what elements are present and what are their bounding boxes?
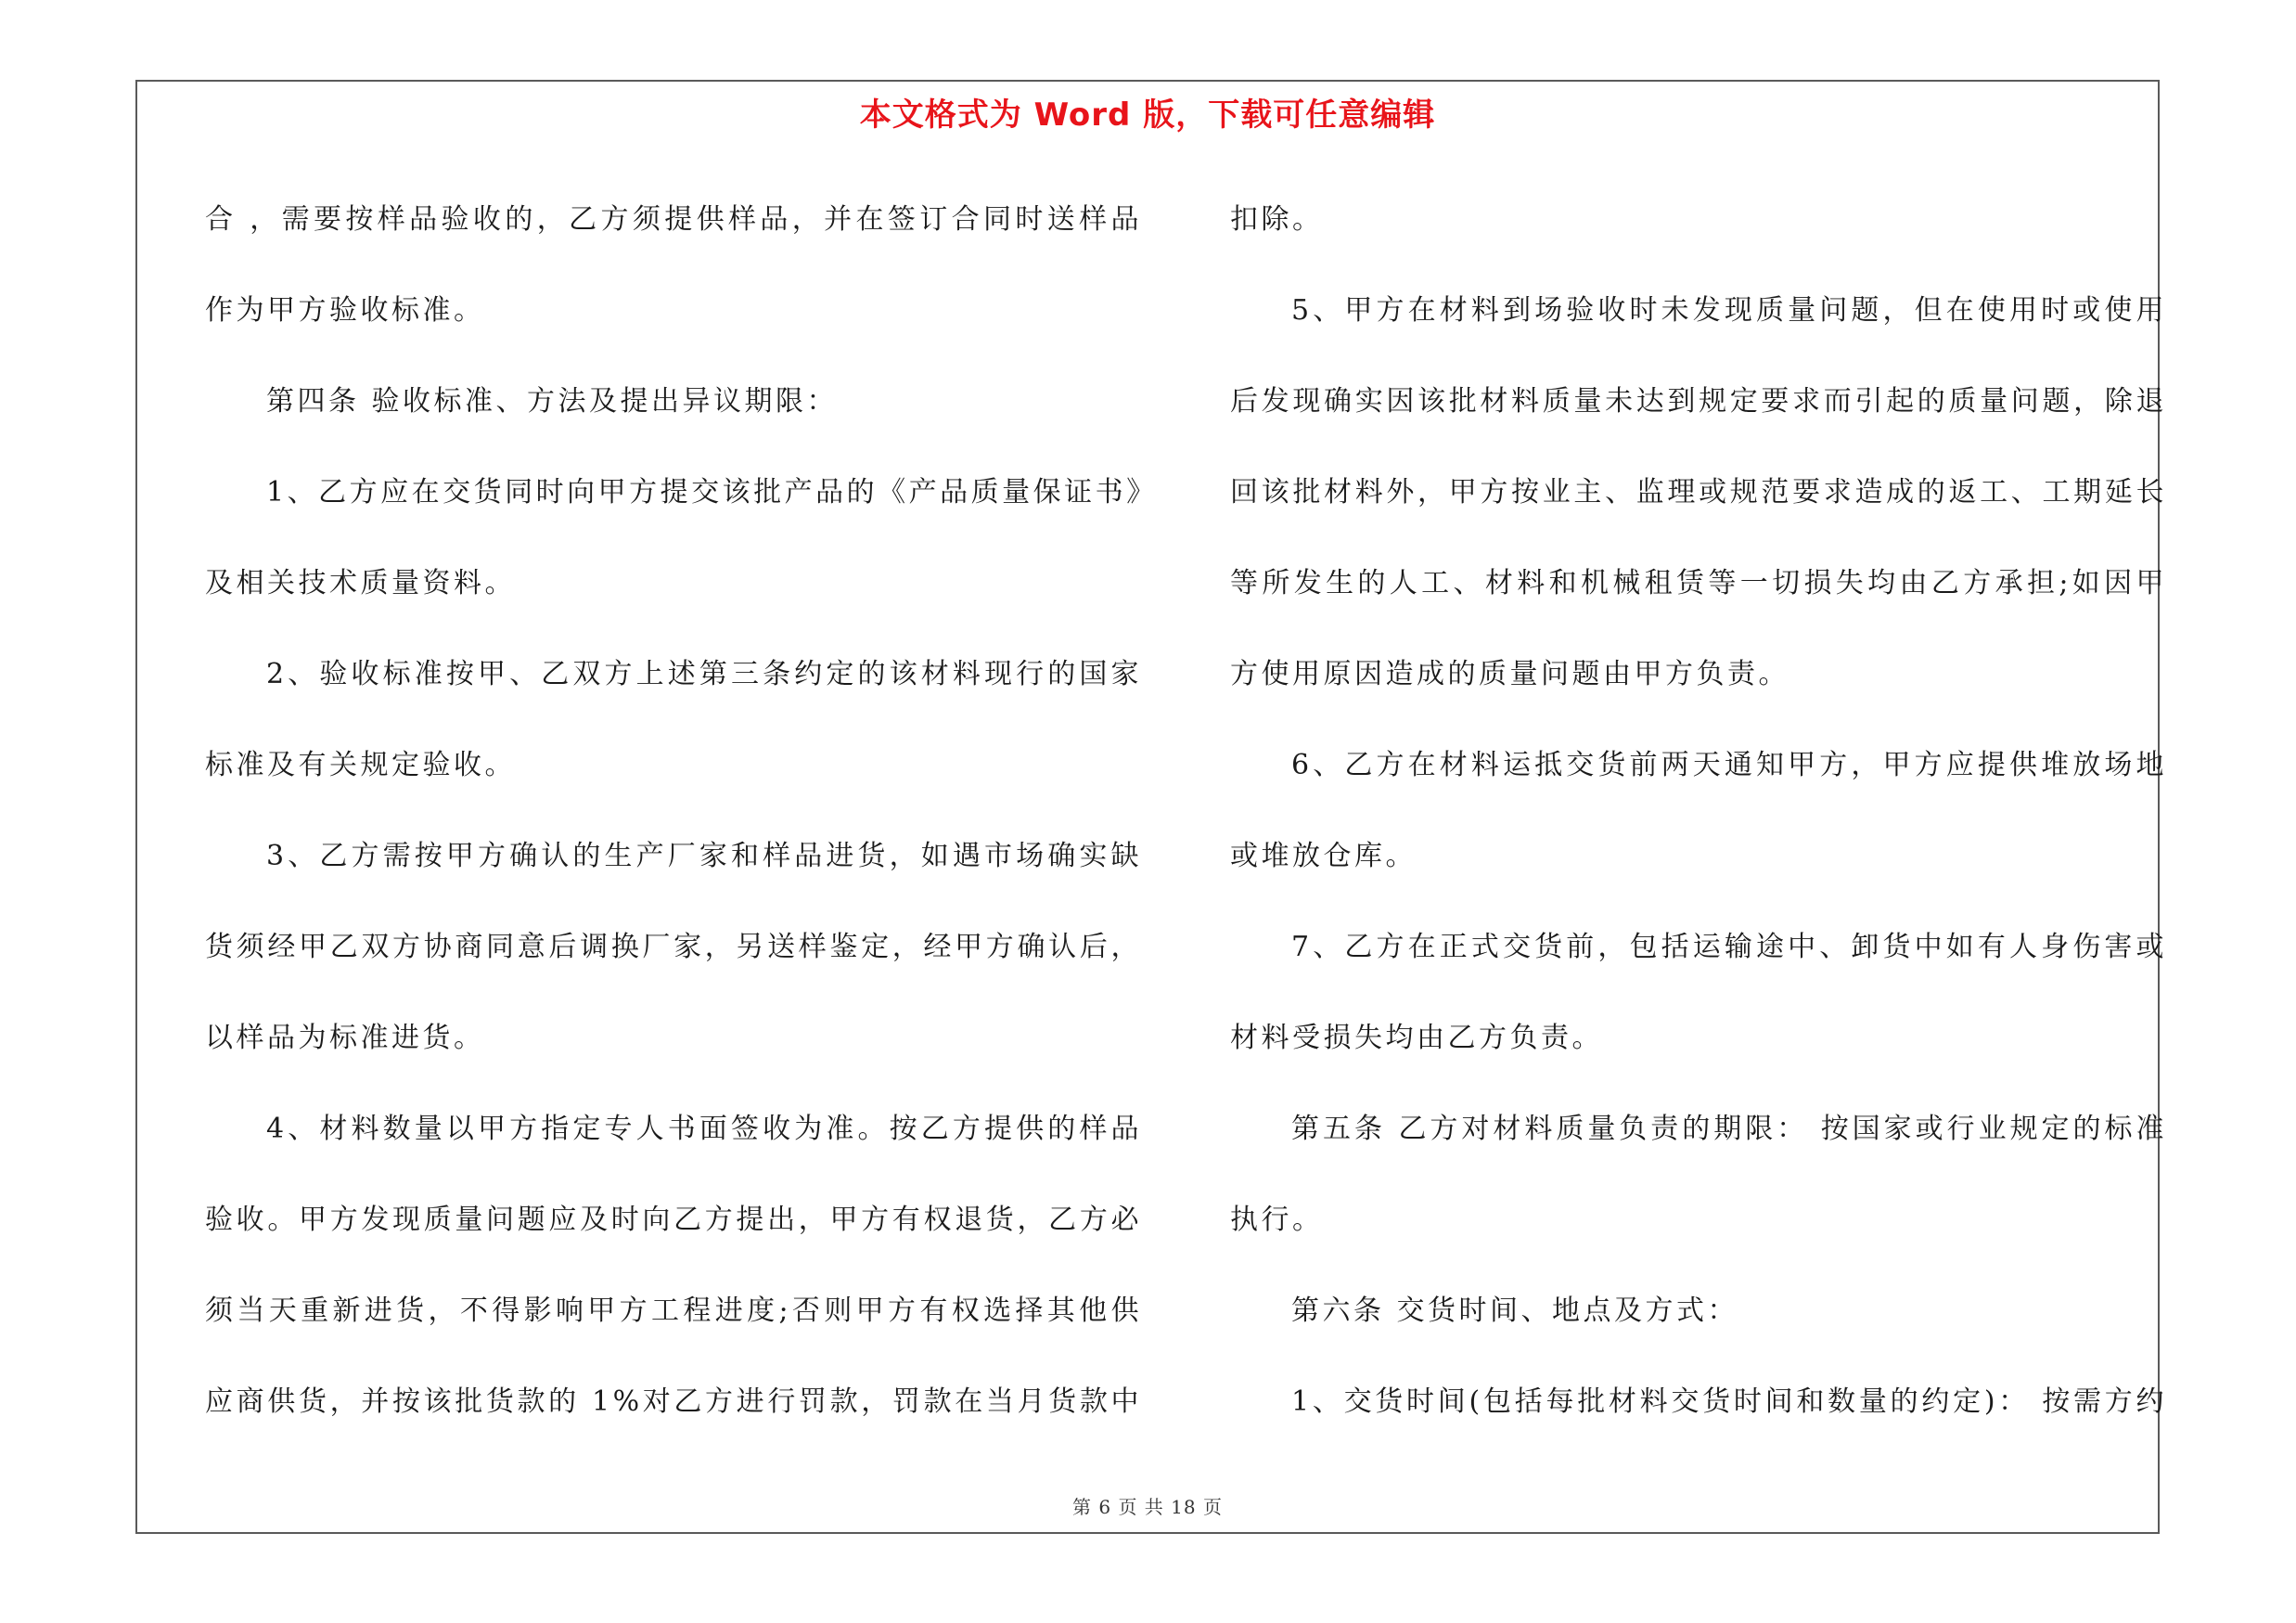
text-line: 6、乙方在材料运抵交货前两天通知甲方，甲方应提供堆放场地 [1291,749,2167,781]
text-line: 或堆放仓库。 [1230,840,1417,872]
text-line: 后发现确实因该批材料质量未达到规定要求而引起的质量问题，除退 [1230,385,2167,418]
text-line: 须当天重新进货，不得影响甲方工程进度;否则甲方有权选择其他供 [205,1295,1142,1327]
text-line: 材料受损失均由乙方负责。 [1230,1022,1603,1054]
article-heading: 第四条 验收标准、方法及提出异议期限： [266,385,839,418]
right-text-column [1230,174,2167,1448]
article-heading: 第六条 交货时间、地点及方式： [1291,1295,1739,1327]
text-line: 4、材料数量以甲方指定专人书面签收为准。按乙方提供的样品 [266,1113,1142,1145]
text-line: 验收。甲方发现质量问题应及时向乙方提出，甲方有权退货，乙方必 [205,1204,1142,1236]
text-line: 扣除。 [1230,203,1324,236]
text-line: 1、交货时间(包括每批材料交货时间和数量的约定)： 按需方约 [1291,1385,2167,1418]
text-line: 5、甲方在材料到场验收时未发现质量问题，但在使用时或使用 [1291,294,2167,327]
article-heading: 第五条 乙方对材料质量负责的期限： 按国家或行业规定的标准 [1291,1113,2167,1145]
word-format-banner: 本文格式为 Word 版，下载可任意编辑 [859,97,1436,134]
text-line: 方使用原因造成的质量问题由甲方负责。 [1230,658,1789,690]
text-line: 2、验收标准按甲、乙双方上述第三条约定的该材料现行的国家 [266,658,1142,690]
page-number-footer: 第 6 页 共 18 页 [1072,1496,1223,1518]
text-line: 及相关技术质量资料。 [205,567,516,599]
text-line: 回该批材料外，甲方按业主、监理或规范要求造成的返工、工期延长 [1230,476,2167,509]
text-line: 货须经甲乙双方协商同意后调换厂家，另送样鉴定，经甲方确认后， [205,931,1142,963]
text-line: 标准及有关规定验收。 [205,749,516,781]
left-text-column [205,174,1158,1448]
text-line: 执行。 [1230,1204,1324,1236]
text-line: 合 ，需要按样品验收的，乙方须提供样品，并在签订合同时送样品 [205,203,1142,236]
text-line: 3、乙方需按甲方确认的生产厂家和样品进货，如遇市场确实缺 [266,840,1142,872]
text-line: 等所发生的人工、材料和机械租赁等一切损失均由乙方承担;如因甲 [1230,567,2167,599]
text-line: 应商供货，并按该批货款的 1%对乙方进行罚款，罚款在当月货款中 [205,1385,1142,1418]
text-line: 1、乙方应在交货同时向甲方提交该批产品的《产品质量保证书》 [266,476,1158,509]
page-frame [135,80,2167,1534]
text-line: 7、乙方在正式交货前，包括运输途中、卸货中如有人身伤害或 [1291,931,2167,963]
text-line: 作为甲方验收标准。 [205,294,485,327]
text-line: 以样品为标准进货。 [205,1022,485,1054]
